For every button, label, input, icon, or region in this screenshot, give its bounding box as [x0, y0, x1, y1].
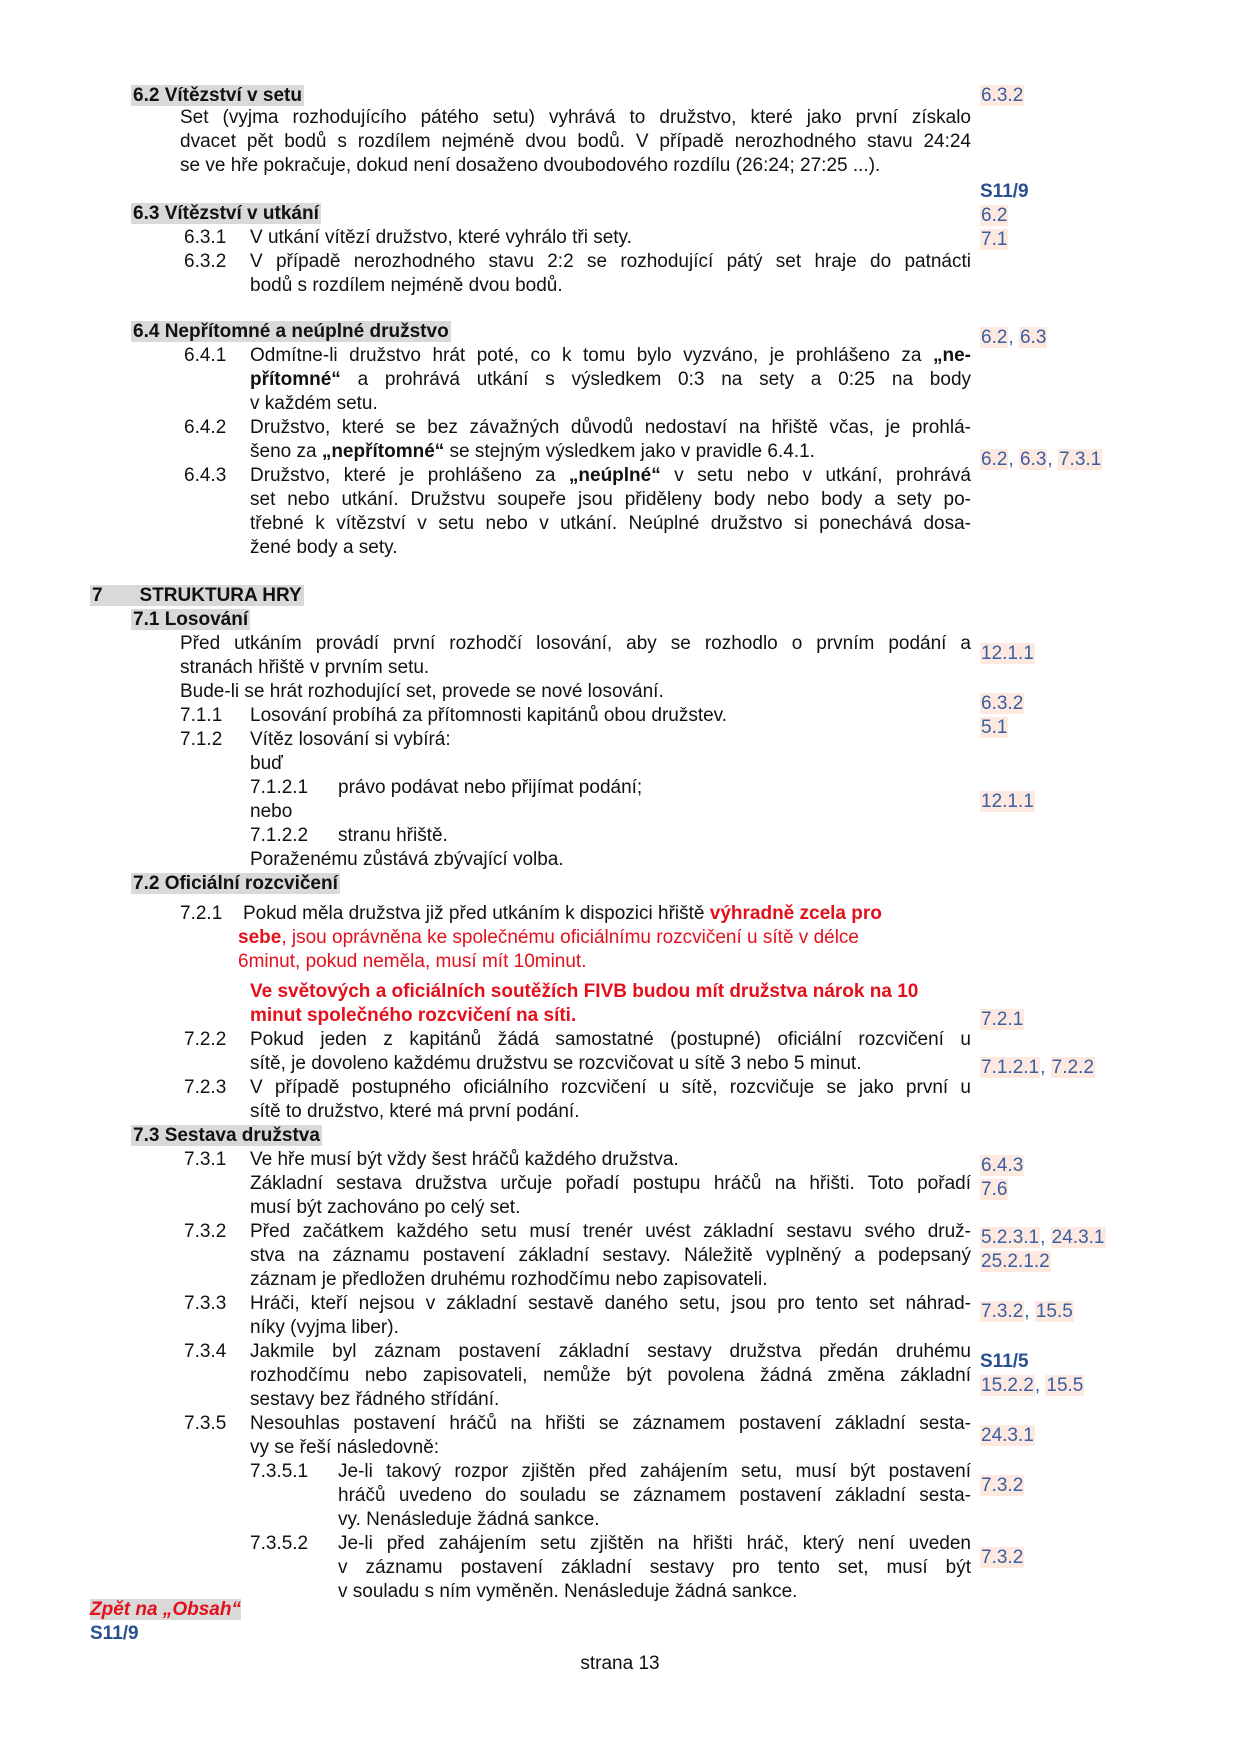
rule-number: 7.1.2.1 [250, 777, 309, 798]
cross-ref[interactable]: 15.2.2, 15.5 [981, 1375, 1084, 1396]
cross-ref[interactable]: 25.2.1.2 [981, 1251, 1050, 1272]
section-7-2-heading: 7.2 Oficiální rozcvičení [133, 873, 338, 894]
rule-text: V případě postupného oficiálního rozcvičení u sítě, rozcvičuje se jako první u [250, 1077, 971, 1098]
rule-number: 7.3.3 [184, 1293, 227, 1314]
rule-text: stranu hřiště. [338, 825, 448, 846]
cross-ref[interactable]: 7.6 [981, 1179, 1008, 1200]
rule-text: Odmítne-li družstvo hrát poté, co k tomu bylo vyzváno, je prohlášeno za „ne- [250, 345, 971, 366]
rule-number: 7.3.2 [184, 1221, 227, 1242]
cross-ref[interactable]: 6.2, 6.3 [981, 327, 1047, 348]
rule-text: Pokud jeden z kapitánů žádá samostatné (postupné) oficiální rozcvičení u [250, 1029, 971, 1050]
rule-text: Družstvo, které se bez závažných důvodů nedostaví na hřiště včas, je prohlá- [250, 417, 971, 438]
section-6-2-heading: 6.2 Vítězství v setu [133, 85, 302, 106]
rule-text: rozhodčímu nebo zapisovateli, nemůže být povolena žádná změna základní [250, 1365, 971, 1386]
fivb-note: Ve světových a oficiálních soutěžích FIVB budou mít družstva nárok na 10 [250, 981, 919, 1002]
rule-number: 6.3.2 [184, 251, 227, 272]
rule-text: níky (vyjma liber). [250, 1317, 399, 1338]
rule-text: Hráči, kteří nejsou v základní sestavě daného setu, jsou pro tento set náhrad- [250, 1293, 971, 1314]
sec62-line3: se ve hře pokračuje, dokud není dosaženo dvoubodového rozdílu (26:24; 27:25 ...). [180, 155, 881, 176]
cross-ref[interactable]: 12.1.1 [981, 643, 1034, 664]
chapter-7-heading: 7 STRUKTURA HRY [92, 585, 302, 606]
sec62-line2: dvacet pět bodů s rozdílem nejméně dvou bodů. V případě nerozhodného stavu 24:24 [180, 131, 971, 152]
rule-number: 7.2.1 [180, 903, 223, 924]
cross-ref[interactable]: 6.3.2 [981, 693, 1024, 714]
cross-ref[interactable]: 12.1.1 [981, 791, 1034, 812]
cross-ref[interactable]: 7.3.2, 15.5 [981, 1301, 1073, 1322]
rule-text: žené body a sety. [250, 537, 398, 558]
rule-number: 7.2.3 [184, 1077, 227, 1098]
back-to-contents-link[interactable]: Zpět na „Obsah“ [90, 1599, 241, 1620]
rule-text: Nesouhlas postavení hráčů na hřišti se záznamem postavení základní sesta- [250, 1413, 971, 1434]
change-ref: S11/5 [980, 1351, 1029, 1372]
rule-number: 7.1.1 [180, 705, 223, 726]
cross-ref[interactable]: 6.2, 6.3, 7.3.1 [981, 449, 1102, 470]
cross-ref[interactable]: 6.3.2 [981, 85, 1024, 106]
rule-text: Družstvo, které je prohlášeno za „neúplné“ v setu nebo v utkání, prohrává [250, 465, 971, 486]
sec71-line3: Bude-li se hrát rozhodující set, provede se nové losování. [180, 681, 664, 702]
rule-text: musí být zachováno po celý set. [250, 1197, 521, 1218]
page-number: strana 13 [580, 1653, 660, 1674]
sec71-line2: stranách hřiště v prvním setu. [180, 657, 430, 678]
cross-ref[interactable]: 6.2 [981, 205, 1008, 226]
cross-ref[interactable]: 7.1 [981, 229, 1008, 250]
rule-text: právo podávat nebo přijímat podání; [338, 777, 643, 798]
rule-text: sebe, jsou oprávněna ke společnému oficiálnímu rozcvičení u sítě v délce [238, 927, 860, 948]
rule-text: V případě nerozhodného stavu 2:2 se rozhodující pátý set hraje do patnácti [250, 251, 971, 272]
rule-text: sítě, je dovoleno každému družstvu se rozcvičovat u sítě 3 nebo 5 minut. [250, 1053, 862, 1074]
rule-number: 7.3.5.2 [250, 1533, 309, 1554]
rule-number: 7.3.5 [184, 1413, 227, 1434]
fivb-note: minut společného rozcvičení na síti. [250, 1005, 577, 1026]
rule-number: 7.1.2 [180, 729, 223, 750]
rule-text: vy. Nenásleduje žádná sankce. [338, 1509, 600, 1530]
section-6-3-heading: 6.3 Vítězství v utkání [133, 203, 319, 224]
rule-text: Pokud měla družstva již před utkáním k dispozici hřiště výhradně zcela pro [243, 903, 882, 924]
rule-text: přítomné“ a prohrává utkání s výsledkem 0:3 na sety a 0:25 na body [250, 369, 972, 390]
sec62-line1: Set (vyjma rozhodujícího pátého setu) vyhrává to družstvo, které jako první získalo [180, 107, 971, 128]
rule-text: v záznamu postavení základní sestavy pro tento set, musí být [338, 1557, 971, 1578]
rule-text: V utkání vítězí družstvo, které vyhrálo tři sety. [250, 227, 632, 248]
rule-number: 7.3.4 [184, 1341, 227, 1362]
rule-number: 7.2.2 [184, 1029, 227, 1050]
rule-text: sítě to družstvo, které má první podání. [250, 1101, 580, 1122]
section-6-4-heading: 6.4 Nepřítomné a neúplné družstvo [133, 321, 449, 342]
rule-text: hráčů uvedeno do souladu se záznamem postavení základní sesta- [338, 1485, 971, 1506]
section-7-1-heading: 7.1 Losování [133, 609, 249, 630]
rule-text: Vítěz losování si vybírá: [250, 729, 451, 750]
rule-text: v každém setu. [250, 393, 378, 414]
rule-text: Losování probíhá za přítomnosti kapitánů obou družstev. [250, 705, 728, 726]
rule-text: Základní sestava družstva určuje pořadí postupu hráčů na hřišti. Toto pořadí [250, 1173, 971, 1194]
rule-number: 6.4.2 [184, 417, 227, 438]
rule-text: Před začátkem každého setu musí trenér uvést základní sestavu svého druž- [250, 1221, 971, 1242]
cross-ref[interactable]: 5.1 [981, 717, 1008, 738]
change-ref: S11/9 [980, 181, 1029, 202]
rule-text: sestavy bez řádného střídání. [250, 1389, 500, 1410]
cross-ref[interactable]: 6.4.3 [981, 1155, 1024, 1176]
rule-text: nebo [250, 801, 293, 822]
rule-text: Je-li takový rozpor zjištěn před zahájením setu, musí být postavení [338, 1461, 971, 1482]
sec71-line1: Před utkáním provádí první rozhodčí losování, aby se rozhodlo o prvním podání a [180, 633, 971, 654]
rule-text: šeno za „nepřítomné“ se stejným výsledkem jako v pravidle 6.4.1. [250, 441, 815, 462]
rule-text: Je-li před zahájením setu zjištěn na hřišti hráč, který není uveden [338, 1533, 971, 1554]
rule-text: bodů s rozdílem nejméně dvou bodů. [250, 275, 563, 296]
cross-ref[interactable]: 5.2.3.1, 24.3.1 [981, 1227, 1105, 1248]
rule-number: 6.4.1 [184, 345, 227, 366]
rule-number: 6.4.3 [184, 465, 227, 486]
rule-number: 7.3.5.1 [250, 1461, 309, 1482]
section-7-3-heading: 7.3 Sestava družstva [133, 1125, 320, 1146]
cross-ref[interactable]: 7.3.2 [981, 1475, 1024, 1496]
rule-text: záznam je předložen druhému rozhodčímu nebo zapisovateli. [250, 1269, 768, 1290]
rule-text: Jakmile byl záznam postavení základní sestavy družstva předán druhému [250, 1341, 971, 1362]
rule-text: stva na záznamu postavení základní sestavy. Náležitě vyplněný a podepsaný [250, 1245, 971, 1266]
cross-ref[interactable]: 7.1.2.1, 7.2.2 [981, 1057, 1094, 1078]
rule-text: buď [250, 753, 283, 774]
rule-text-amended: 6minut, pokud neměla, musí mít 10minut. [238, 951, 587, 972]
rule-number: 6.3.1 [184, 227, 227, 248]
rule-text: v souladu s ním vyměněn. Nenásleduje žádná sankce. [338, 1581, 798, 1602]
footer-change-ref: S11/9 [90, 1623, 139, 1644]
rule-text: třebné k vítězství v setu nebo v utkání. Neúplné družstvo si ponechává dosa- [250, 513, 971, 534]
rule-text: vy se řeší následovně: [250, 1437, 440, 1458]
rule-text: Ve hře musí být vždy šest hráčů každého družstva. [250, 1149, 679, 1170]
cross-ref[interactable]: 24.3.1 [981, 1425, 1034, 1446]
cross-ref[interactable]: 7.3.2 [981, 1547, 1024, 1568]
cross-ref[interactable]: 7.2.1 [981, 1009, 1024, 1030]
rule-text: set nebo utkání. Družstvu soupeře jsou přiděleny body nebo body a sety po- [250, 489, 971, 510]
rule-number: 7.3.1 [184, 1149, 227, 1170]
rule-number: 7.1.2.2 [250, 825, 309, 846]
rule-text: Poraženému zůstává zbývající volba. [250, 849, 564, 870]
